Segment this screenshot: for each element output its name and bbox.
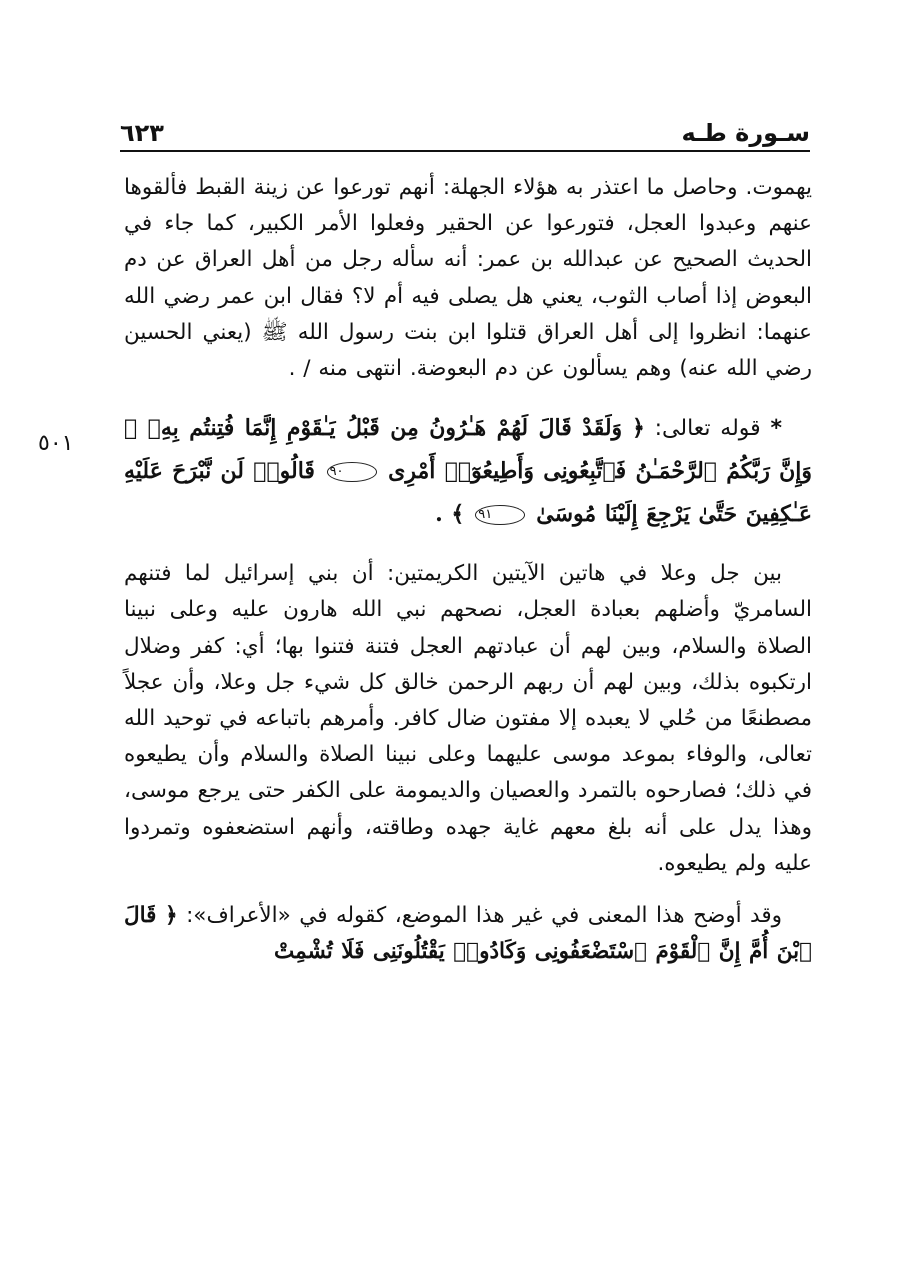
ayah-number-90: ٩٠ [327, 462, 377, 482]
surah-title: سـورة طـه [681, 119, 810, 147]
quran-open-bracket: ﴿ [164, 903, 178, 929]
paragraph-4-text: وقد أوضح هذا المعنى في غير هذا الموضع، كقوله في «الأعراف»: [186, 903, 783, 929]
page-header [120, 112, 810, 152]
page-body [124, 170, 812, 970]
quran-verse-90: وَلَقَدْ قَالَ لَهُمْ هَـٰرُونُ مِن قَبْلُ يَـٰقَوْمِ إِنَّمَا فُتِنتُم بِهِۦ ۖ وَإِنَّ رَبَّكُمُ ٱلرَّحْمَـٰنُ فَٱتَّبِعُونِى وَأَطِيعُوٓا۟ أَمْرِى [124, 415, 812, 485]
star-marker: * [770, 416, 782, 442]
paragraph-spacer [124, 536, 812, 556]
paragraph-1: يهموت. وحاصل ما اعتذر به هؤلاء الجهلة: أنهم تورعوا عن زينة القبط فألقوها عنهم وعبدوا العجل، فتورعوا عن الحقير وفعلوا الأمر الكبير، كما جاء في الحديث الصحيح عن عبدالله بن عمر: أنه سأله رجل من أهل العراق عن دم البعوض إذا أصاب الثوب، يعني هل يصلى فيه أم لا؟ فقال ابن عمر رضي الله عنهما: انظروا إلى أهل العراق قتلوا ابن بنت رسول الله ﷺ (يعني الحسين رضي الله عنه) وهم يسألون عن دم البعوضة. انتهى منه / . [124, 175, 812, 382]
page-number: ٦٢٣ [120, 119, 164, 147]
paragraph-2-verse-quote [124, 407, 812, 536]
paragraph-spacer [124, 882, 812, 898]
margin-page-number: ٥٠١ [38, 431, 74, 456]
paragraph-3: بين جل وعلا في هاتين الآيتين الكريمتين: أن بني إسرائيل لما فتنهم السامريّ وأضلهم بعبادة العجل، نصحهم نبي الله هارون عليه وعلى نبينا الصلاة والسلام، وبين لهم أن عبادتهم العجل فتنة فتنوا بها؛ أي: كفر وضلال ارتكبوه بذلك، وبين لهم أن ربهم الرحمن خالق كل شيء جل وعلا، وأن عجلاً مصطنعًا من حُلي لا يعبده إلا مفتون ضال كافر. وأمرهم باتباعه في توحيد الله تعالى، والوفاء بموعد موسى عليهما وعلى نبينا الصلاة والسلام وأن يطيعوه في ذلك؛ فصارحوه بالتمرد والعصيان والديمومة على الكفر حتى يرجع موسى، وهذا يدل على أنه بلغ معهم غاية جهده وطاقته، وأنهم استضعفوه وتمردوا عليه ولم يطيعوه. [124, 561, 812, 876]
verse-intro: قوله تعالى: [654, 416, 761, 442]
quran-open-bracket: ﴿ [631, 415, 645, 442]
quran-verse-araf: قَالَ ٱبْنَ أُمَّ إِنَّ ٱلْقَوْمَ ٱسْتَضْعَفُونِى وَكَادُوا۟ يَقْتُلُونَنِى فَلَا تُشْمِتْ [124, 903, 812, 965]
paragraph-4 [124, 898, 812, 970]
ayah-number-91: ٩١ [475, 505, 525, 525]
quran-verse-91: قَالُوا۟ لَن نَّبْرَحَ عَلَيْهِ عَـٰكِفِينَ حَتَّىٰ يَرْجِعَ إِلَيْنَا مُوسَىٰ [124, 458, 812, 528]
quran-close-bracket: ﴾ . [435, 501, 465, 528]
